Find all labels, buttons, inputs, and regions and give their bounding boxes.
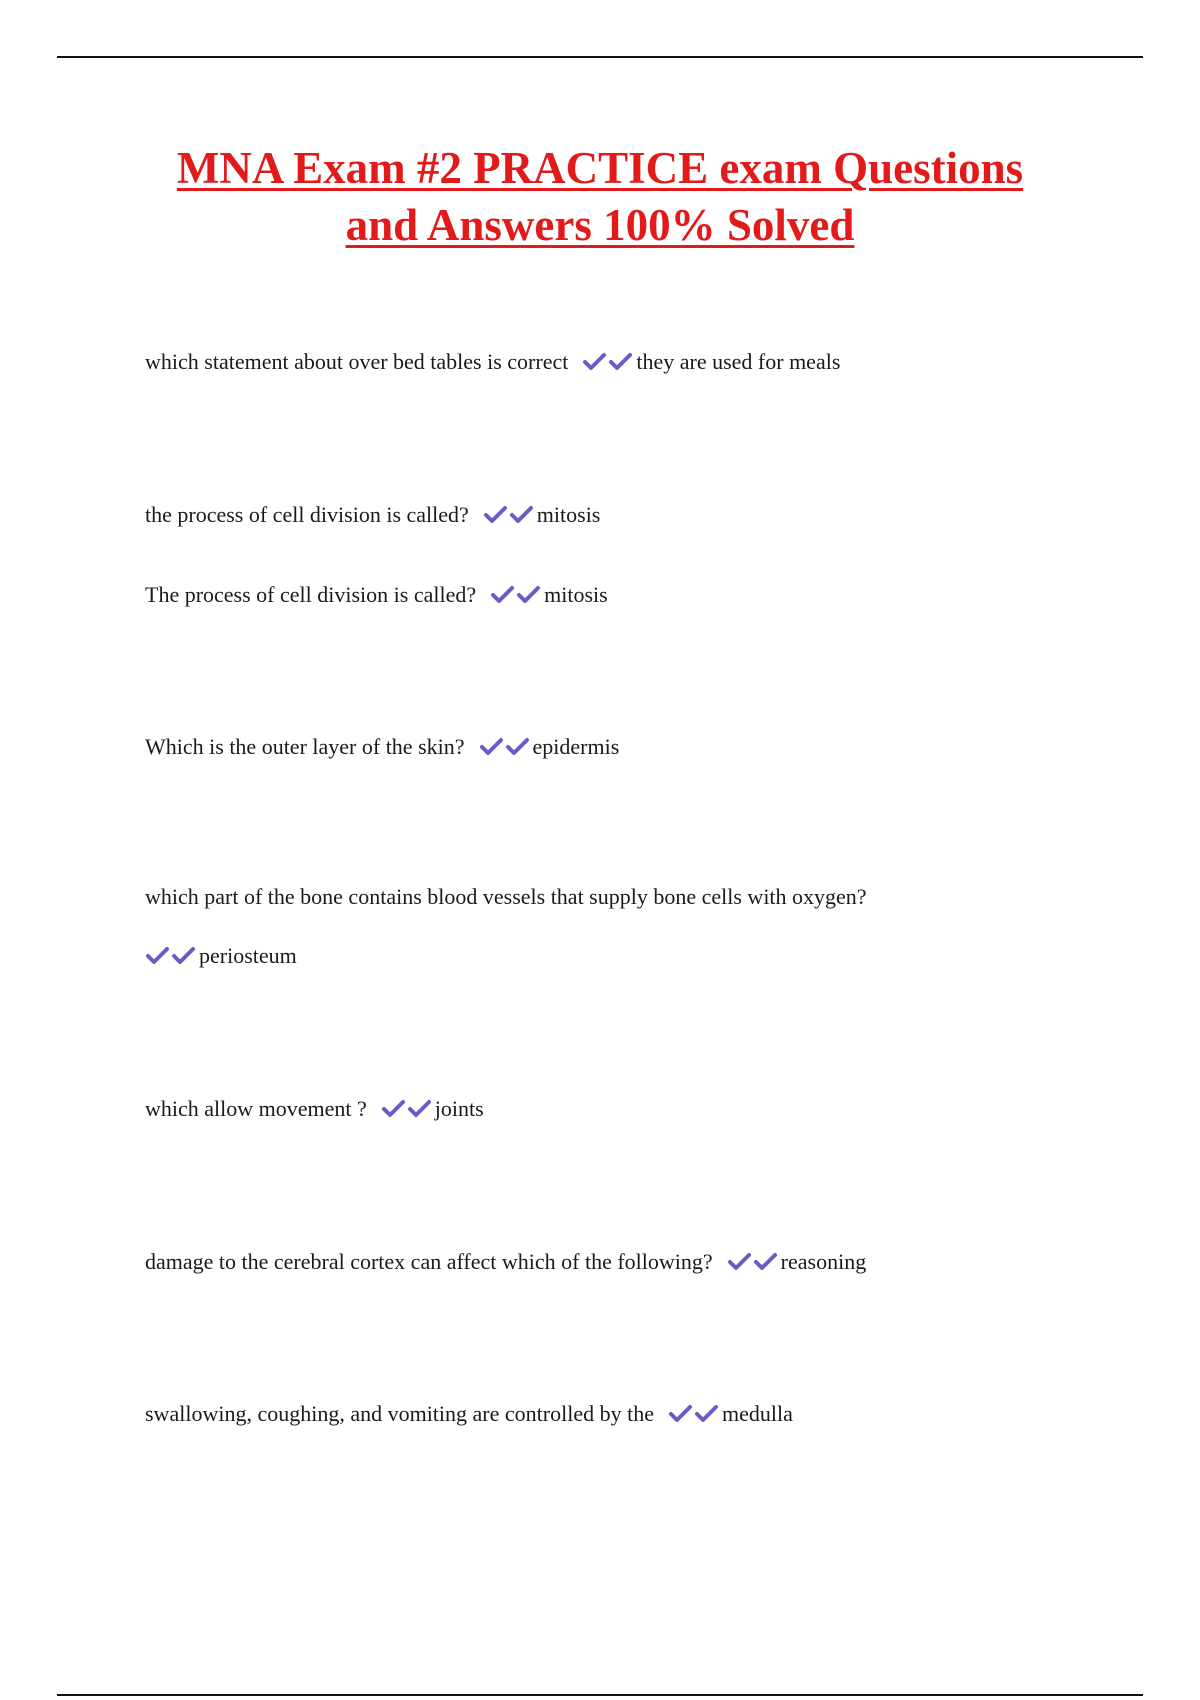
question-text: Which is the outer layer of the skin? <box>145 734 465 759</box>
page-title <box>0 140 1200 254</box>
answer-text: epidermis <box>532 734 620 759</box>
check-icon <box>727 1251 753 1273</box>
question-text: damage to the cerebral cortex can affect which of the following? <box>145 1249 713 1274</box>
check-icon <box>608 351 634 373</box>
qa-answer-line <box>145 941 297 971</box>
check-icon <box>505 736 531 758</box>
top-rule <box>57 56 1143 58</box>
check-icon <box>145 945 171 967</box>
qa-item <box>145 882 867 912</box>
qa-item <box>145 580 608 610</box>
qa-item <box>145 1094 484 1124</box>
bottom-rule <box>57 1694 1143 1696</box>
qa-item <box>145 732 619 762</box>
answer-text: joints <box>434 1096 484 1121</box>
question-text: which statement about over bed tables is correct <box>145 349 569 374</box>
question-text: The process of cell division is called? <box>145 582 477 607</box>
question-text: swallowing, coughing, and vomiting are controlled by the <box>145 1401 654 1426</box>
qa-item <box>145 347 840 377</box>
check-icon <box>694 1403 720 1425</box>
check-icon <box>479 736 505 758</box>
question-text: which part of the bone contains blood vessels that supply bone cells with oxygen? <box>145 884 867 909</box>
check-icon <box>668 1403 694 1425</box>
answer-text: mitosis <box>536 502 601 527</box>
answer-text: reasoning <box>780 1249 867 1274</box>
qa-item <box>145 500 600 530</box>
answer-text: mitosis <box>544 582 608 607</box>
check-icon <box>516 584 542 606</box>
check-icon <box>407 1098 433 1120</box>
check-icon <box>582 351 608 373</box>
answer-text: periosteum <box>199 943 297 968</box>
title-line-1: MNA Exam #2 PRACTICE exam Questions <box>176 143 1024 193</box>
check-icon <box>490 584 516 606</box>
check-icon <box>381 1098 407 1120</box>
check-icon <box>509 504 535 526</box>
answer-text: they are used for meals <box>636 349 841 374</box>
qa-item <box>145 1399 793 1429</box>
answer-text: medulla <box>721 1401 793 1426</box>
title-line-2: and Answers 100% Solved <box>345 200 855 250</box>
question-text: the process of cell division is called? <box>145 502 469 527</box>
check-icon <box>171 945 197 967</box>
qa-item <box>145 1247 866 1277</box>
question-text: which allow movement ? <box>145 1096 367 1121</box>
check-icon <box>753 1251 779 1273</box>
check-icon <box>483 504 509 526</box>
